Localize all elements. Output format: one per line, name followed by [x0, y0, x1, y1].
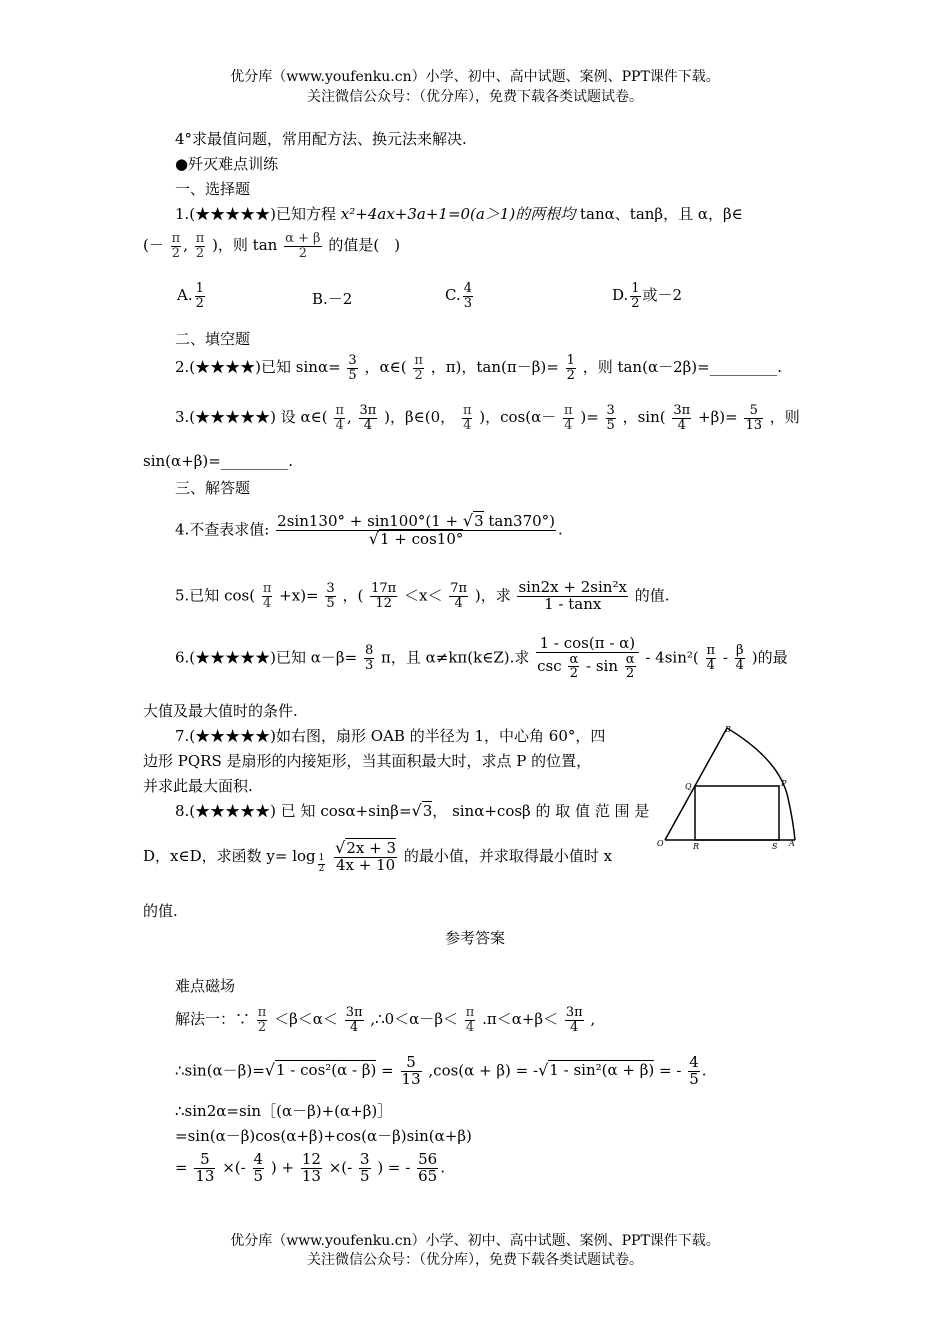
section-solve: 三、解答题	[175, 479, 251, 497]
label-q: Q	[685, 782, 692, 791]
footer-line-1: 优分库（www.youfenku.cn）小学、初中、高中试题、案例、PPT课件下载。	[230, 1233, 720, 1249]
q3-line1: 3.(★★★★★) 设 α∈( $\frac{\pi}{4}$ , $\frac{3\pi}{4}$ )，β∈(0， $\frac{\pi}{4}$ )，cos(α－ $\frac{\pi}{4}$ )= $\frac{3}{5}$ ，sin( $\frac{3\pi}{4}$ +β)= $\frac{5}{13}$ ，则	[175, 403, 800, 433]
q1-option-a: A. $\frac{1}{2}$	[177, 281, 204, 311]
header-line-1: 优分库（www.youfenku.cn）小学、初中、高中试题、案例、PPT课件下载。	[230, 69, 720, 85]
q1-option-d: D. $\frac{1}{2}$ 或－2	[612, 281, 683, 311]
q2: 2.(★★★★)已知 sinα= $\frac{3}{5}$ ，α∈( $\frac{\pi}{2}$ ，π)，tan(π－β)= $\frac{1}{2}$ ，则 tan(α－2β)=_________.	[175, 353, 782, 383]
label-p: P	[781, 779, 787, 788]
q8-line1: 8.(★★★★★) 已 知 cosα+sinβ=√3， sinα+cosβ 的 取 值 范 围 是	[175, 801, 650, 820]
q6-line2: 大值及最大值时的条件.	[143, 702, 298, 720]
q4: 4.不查表求值: $\frac{2\sin 130^\circ + \sin 100^\circ(1 + √3 \tan 370^\circ)}{√1 + \cos 10^\circ}$ .	[175, 511, 563, 548]
intro-line: 4°求最值问题，常用配方法、换元法来解决.	[175, 130, 467, 148]
label-a: A	[789, 839, 795, 848]
q7-line1: 7.(★★★★★)如右图，扇形 OAB 的半径为 1，中心角 60°，四	[175, 727, 606, 745]
solution-line2: ∴sin(α－β)=√1 - cos²(α - β) = $\frac{5}{13}$ ,cos(α + β) = -√1 - sin²(α + β) = - $\frac{4}{5}$ .	[175, 1053, 707, 1088]
sector-figure	[655, 720, 800, 850]
section-choice: 一、选择题	[175, 180, 251, 198]
header-line-2: 关注微信公众号：（优分库），免费下载各类试题试卷。	[307, 89, 643, 105]
q1-option-b: B.－2	[312, 290, 353, 308]
training-title: ●歼灭难点训练	[175, 155, 279, 173]
label-b: B	[725, 725, 731, 734]
q1-line1: 1.(★★★★★)已知方程 x²+4ax+3a+1=0(a＞1)的两根均 tanα、tanβ，且 α，β∈	[175, 205, 743, 223]
radius-ob	[665, 728, 727, 840]
label-o: O	[657, 839, 664, 848]
q7-line3: 并求此最大面积.	[143, 777, 253, 795]
q8-line2: D，x∈D，求函数 y= log $\frac{1}{2}$ $\frac{√2x + 3}{4x + 10}$ 的最小值，并求取得最小值时 x	[143, 838, 613, 874]
section-fill: 二、填空题	[175, 330, 251, 348]
label-r: R	[693, 842, 700, 850]
magnet-title: 难点磁场	[175, 977, 236, 995]
q6-line1: 6.(★★★★★)已知 α－β= $\frac{8}{3}$ π，且 α≠kπ(k∈Z).求 1 - cos(π - α) csc $\frac{\alpha}{2}$ - sin $\frac{\alpha}{2}$ - 4sin²( $\frac{\pi}{4}$ - $\frac{\beta}{4}$ )的最	[175, 634, 788, 682]
q1-line2: (－ $\frac{\pi}{2}$ , $\frac{\pi}{2}$ )，则 tan $\frac{\alpha + \beta}{2}$ 的值是( )	[143, 231, 401, 261]
q3-line2: sin(α+β)=_________.	[143, 452, 294, 470]
solution-line1: 解法一：∵ $\frac{\pi}{2}$ ＜β＜α＜ $\frac{3\pi}{4}$ ,∴0＜α－β＜ $\frac{\pi}{4}$ .π＜α+β＜ $\frac{3\pi}{4}$ ,	[175, 1005, 596, 1035]
footer-line-2: 关注微信公众号：（优分库），免费下载各类试题试卷。	[307, 1252, 643, 1268]
q1-option-c: C. $\frac{4}{3}$	[445, 281, 472, 311]
solution-line4: =sin(α－β)cos(α+β)+cos(α－β)sin(α+β)	[175, 1127, 472, 1145]
solution-line5: = $\frac{5}{13}$ ×(- $\frac{4}{5}$ ) + $\frac{12}{13}$ ×(- $\frac{3}{5}$ ) = - $\frac{56}{65}$ .	[175, 1150, 445, 1185]
q7-line2: 边形 PQRS 是扇形的内接矩形，当其面积最大时，求点 P 的位置，	[143, 752, 592, 770]
q8-line3: 的值.	[143, 902, 178, 920]
label-s: S	[772, 842, 778, 850]
solution-line3: ∴sin2α=sin［(α－β)+(α+β)］	[175, 1102, 393, 1120]
q5: 5.已知 cos( $\frac{\pi}{4}$ +x)= $\frac{3}{5}$ ，( $\frac{17\pi}{12}$ ＜x＜ $\frac{7\pi}{4}$ )，求 $\frac{\text{sin2x + 2sin²x}}{1 - \tan x}$ 的值.	[175, 578, 670, 613]
answers-title: 参考答案	[444, 929, 505, 947]
rectangle-pqrs	[695, 786, 779, 840]
